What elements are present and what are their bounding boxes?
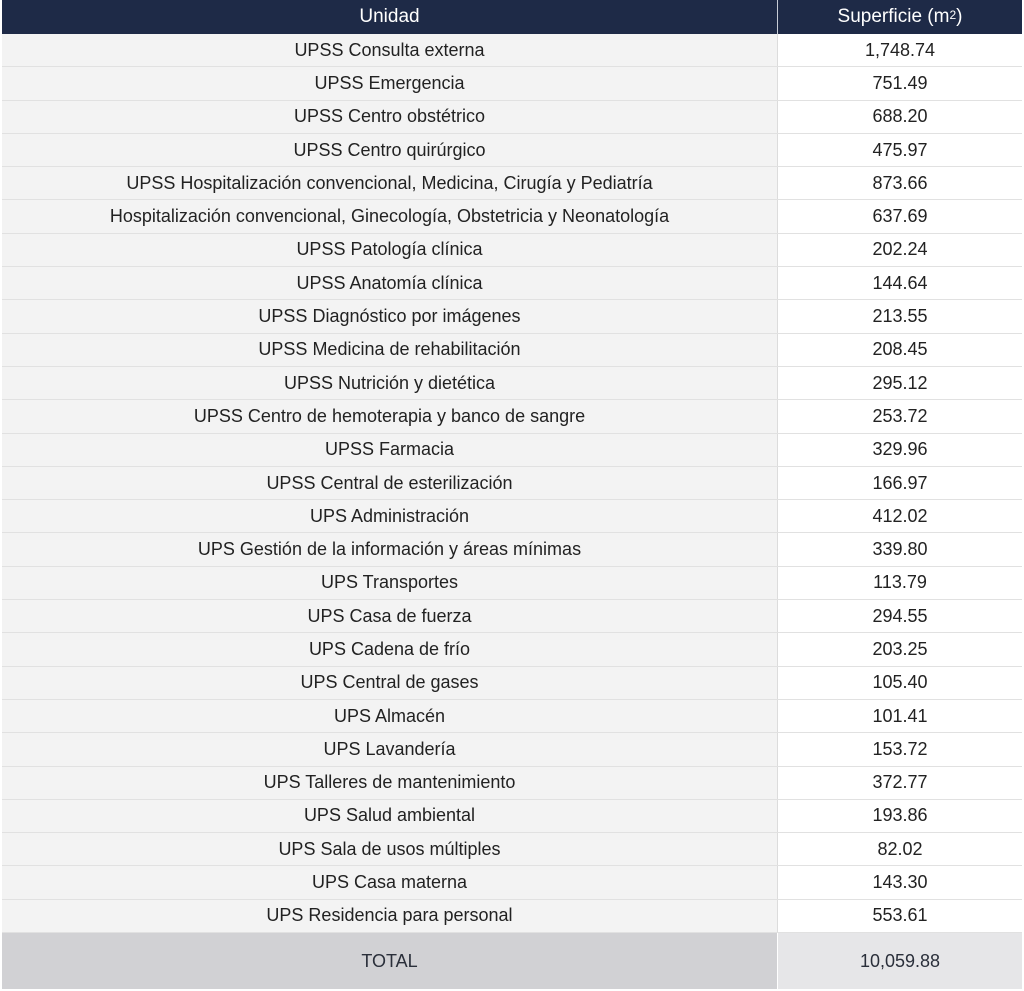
header-area-label: Superficie (m	[837, 6, 950, 27]
area-cell: 688.20	[778, 101, 1022, 133]
unit-cell: UPSS Hospitalización convencional, Medicina, Cirugía y Pediatría	[2, 167, 778, 199]
table-row	[2, 733, 1022, 766]
table-row	[2, 400, 1022, 433]
unit-cell: UPSS Diagnóstico por imágenes	[2, 300, 778, 332]
header-unit: Unidad	[2, 0, 778, 34]
total-value: 10,059.88	[778, 933, 1022, 989]
area-cell: 203.25	[778, 633, 1022, 665]
area-cell: 1,748.74	[778, 34, 1022, 66]
table-row	[2, 67, 1022, 100]
unit-cell: UPS Almacén	[2, 700, 778, 732]
area-cell: 105.40	[778, 667, 1022, 699]
area-table	[2, 0, 1022, 991]
unit-cell: UPSS Centro quirúrgico	[2, 134, 778, 166]
header-area: Superficie (m $^2$ )	[837, 6, 963, 27]
table-row	[2, 866, 1022, 899]
table-row	[2, 200, 1022, 233]
table-row	[2, 300, 1022, 333]
area-cell: 208.45	[778, 334, 1022, 366]
area-cell: 372.77	[778, 767, 1022, 799]
area-cell: 553.61	[778, 900, 1022, 932]
table-row	[2, 800, 1022, 833]
area-cell: 294.55	[778, 600, 1022, 632]
table-row	[2, 167, 1022, 200]
area-cell: 873.66	[778, 167, 1022, 199]
total-row	[2, 933, 1022, 989]
table-row	[2, 34, 1022, 67]
table-row	[2, 434, 1022, 467]
area-cell: 475.97	[778, 134, 1022, 166]
table-row	[2, 234, 1022, 267]
table-row	[2, 267, 1022, 300]
unit-cell: UPS Talleres de mantenimiento	[2, 767, 778, 799]
area-cell: 637.69	[778, 200, 1022, 232]
table-row	[2, 567, 1022, 600]
unit-cell: UPSS Farmacia	[2, 434, 778, 466]
unit-cell: UPS Salud ambiental	[2, 800, 778, 832]
table-row	[2, 367, 1022, 400]
area-cell: 253.72	[778, 400, 1022, 432]
area-cell: 412.02	[778, 500, 1022, 532]
unit-cell: UPSS Centro de hemoterapia y banco de sangre	[2, 400, 778, 432]
table-row	[2, 334, 1022, 367]
unit-cell: UPS Central de gases	[2, 667, 778, 699]
table-row	[2, 533, 1022, 566]
area-cell: 113.79	[778, 567, 1022, 599]
area-cell: 153.72	[778, 733, 1022, 765]
area-cell: 166.97	[778, 467, 1022, 499]
area-cell: 202.24	[778, 234, 1022, 266]
table-row	[2, 101, 1022, 134]
table-row	[2, 633, 1022, 666]
table-row	[2, 900, 1022, 933]
unit-cell: UPSS Patología clínica	[2, 234, 778, 266]
area-cell: 143.30	[778, 866, 1022, 898]
area-cell: 329.96	[778, 434, 1022, 466]
unit-cell: UPSS Anatomía clínica	[2, 267, 778, 299]
table-row	[2, 667, 1022, 700]
unit-cell: UPSS Emergencia	[2, 67, 778, 99]
unit-cell: UPSS Nutrición y dietética	[2, 367, 778, 399]
unit-cell: UPSS Consulta externa	[2, 34, 778, 66]
total-label: TOTAL	[2, 933, 778, 989]
unit-cell: UPS Administración	[2, 500, 778, 532]
table-row	[2, 833, 1022, 866]
table-body	[2, 34, 1022, 933]
area-cell: 339.80	[778, 533, 1022, 565]
unit-cell: UPS Lavandería	[2, 733, 778, 765]
unit-cell: UPSS Medicina de rehabilitación	[2, 334, 778, 366]
unit-cell: UPS Transportes	[2, 567, 778, 599]
header-area-close: )	[956, 6, 963, 27]
unit-cell: UPS Gestión de la información y áreas mínimas	[2, 533, 778, 565]
area-cell: 82.02	[778, 833, 1022, 865]
area-cell: 101.41	[778, 700, 1022, 732]
unit-cell: UPS Casa materna	[2, 866, 778, 898]
unit-cell: UPS Sala de usos múltiples	[2, 833, 778, 865]
area-cell: 144.64	[778, 267, 1022, 299]
area-cell: 751.49	[778, 67, 1022, 99]
table-row	[2, 134, 1022, 167]
unit-cell: UPS Residencia para personal	[2, 900, 778, 932]
table-row	[2, 467, 1022, 500]
unit-cell: UPS Cadena de frío	[2, 633, 778, 665]
table-row	[2, 500, 1022, 533]
table-row	[2, 600, 1022, 633]
unit-cell: UPS Casa de fuerza	[2, 600, 778, 632]
unit-cell: UPSS Central de esterilización	[2, 467, 778, 499]
area-cell: 295.12	[778, 367, 1022, 399]
area-cell: 213.55	[778, 300, 1022, 332]
table-header	[2, 0, 1022, 34]
unit-cell: UPSS Centro obstétrico	[2, 101, 778, 133]
area-cell: 193.86	[778, 800, 1022, 832]
unit-cell: Hospitalización convencional, Ginecología, Obstetricia y Neonatología	[2, 200, 778, 232]
table-row	[2, 767, 1022, 800]
table-row	[2, 700, 1022, 733]
